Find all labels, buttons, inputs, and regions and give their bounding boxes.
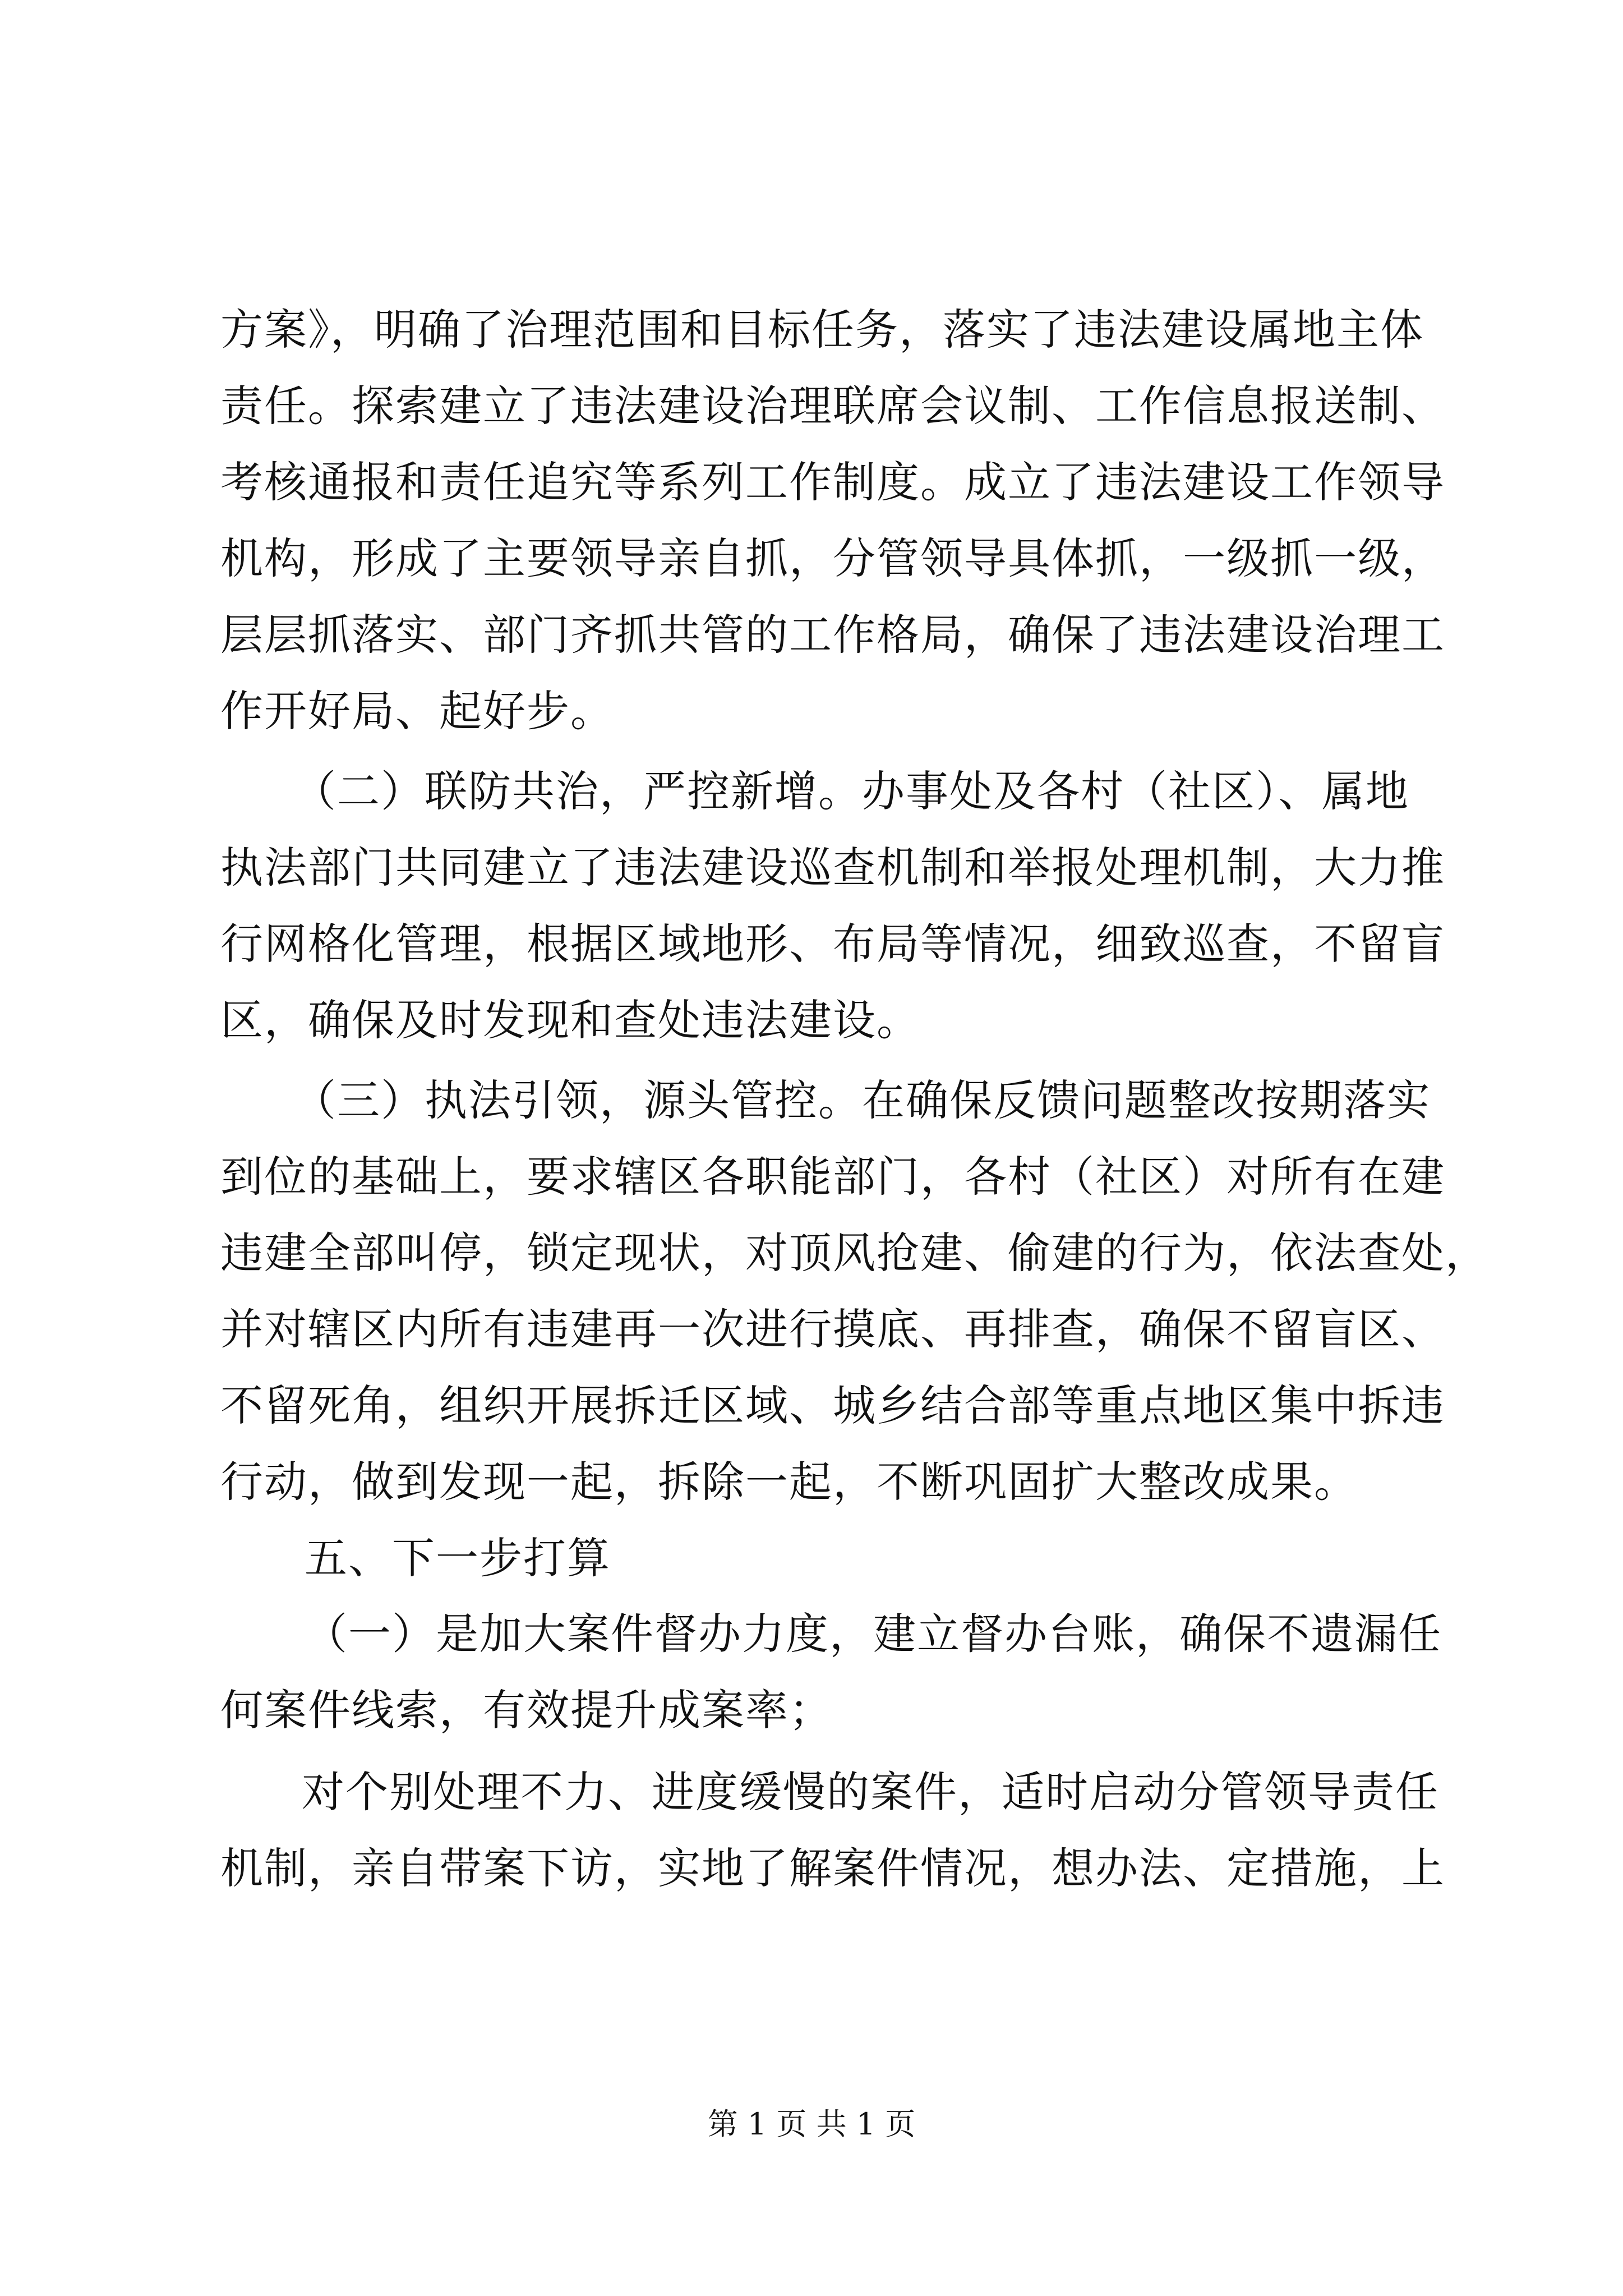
text-line: 何案件线索，有效提升成案率； xyxy=(220,1685,833,1735)
text-line: 考核通报和责任追究等系列工作制度。成立了违法建设工作领导 xyxy=(220,457,1445,507)
section-heading: 五、下一步打算 xyxy=(305,1533,611,1583)
text-line: 并对辖区内所有违建再一次进行摸底、再排查，确保不留盲区、 xyxy=(220,1304,1445,1354)
paragraph-heading: （一）是加大案件督办力度，建立督办台账，确保不遗漏任 xyxy=(305,1609,1442,1659)
text-line: 到位的基础上，要求辖区各职能部门，各村（社区）对所有在建 xyxy=(220,1152,1445,1202)
text-line: 行网格化管理，根据区域地形、布局等情况，细致巡查，不留盲 xyxy=(220,919,1445,969)
text-line: 机构，形成了主要领导亲自抓，分管领导具体抓，一级抓一级， xyxy=(220,533,1445,583)
text-line: 不留死角，组织开展拆迁区域、城乡结合部等重点地区集中拆违 xyxy=(220,1381,1445,1430)
text-line: 责任。探索建立了违法建设治理联席会议制、工作信息报送制、 xyxy=(220,381,1445,431)
paragraph-heading: （二）联防共治，严控新增。办事处及各村（社区）、属地 xyxy=(293,766,1409,816)
paragraph-heading: （三）执法引领，源头管控。在确保反馈问题整改按期落实 xyxy=(293,1075,1431,1125)
text-line: 违建全部叫停，锁定现状，对顶风抢建、偷建的行为，依法查处， xyxy=(220,1228,1489,1278)
text-line: 机制，亲自带案下访，实地了解案件情况，想办法、定措施，上 xyxy=(220,1843,1445,1893)
text-line: 行动，做到发现一起，拆除一起，不断巩固扩大整改成果。 xyxy=(220,1457,1358,1507)
text-line: 作开好局、起好步。 xyxy=(220,686,614,736)
text-line: 方案》，明确了治理范围和目标任务，落实了违法建设属地主体 xyxy=(220,305,1424,355)
text-line: 区，确保及时发现和查处违法建设。 xyxy=(220,995,920,1045)
text-line: 层层抓落实、部门齐抓共管的工作格局，确保了违法建设治理工 xyxy=(220,610,1445,660)
page-number-footer: 第 1 页 共 1 页 xyxy=(707,2106,916,2142)
text-line: 执法部门共同建立了违法建设巡查机制和举报处理机制，大力推 xyxy=(220,843,1445,892)
text-line: 对个别处理不力、进度缓慢的案件，适时启动分管领导责任 xyxy=(302,1767,1439,1817)
